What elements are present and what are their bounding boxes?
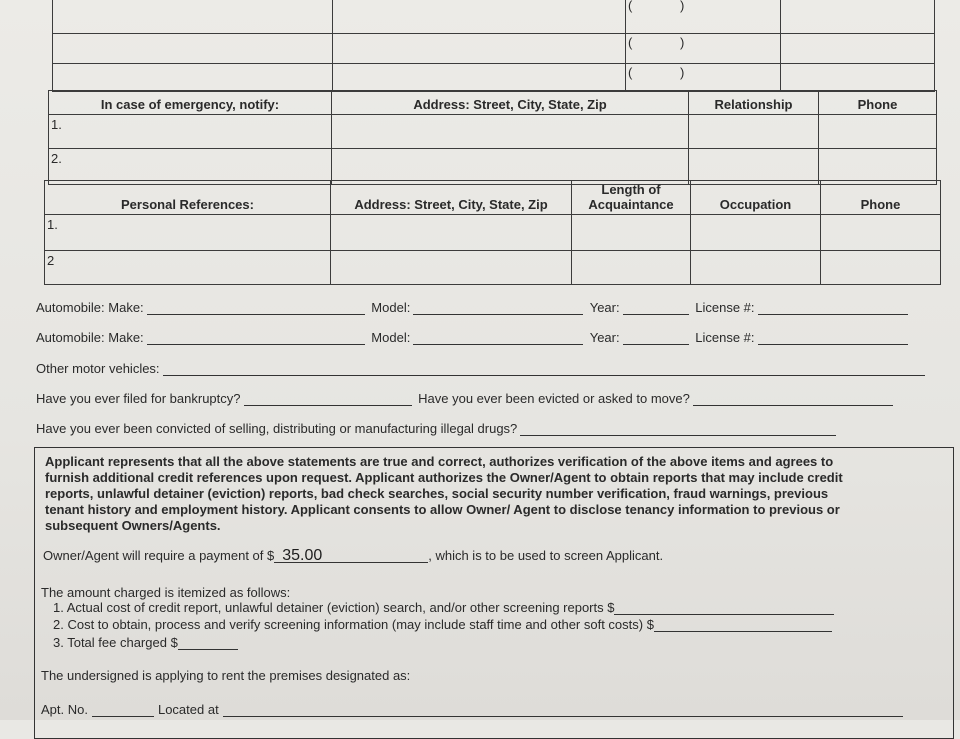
emergency-row-1-phone[interactable] [819,115,937,149]
previous-section-table [52,0,935,92]
statement-line: furnish additional credit references upon request. Applicant authorizes the Owner/Agent to obtain reports that may include credit [45,470,843,485]
auto-2-model-field[interactable] [413,332,583,345]
evicted-field[interactable] [693,393,893,406]
emergency-row-1-relationship[interactable] [689,115,819,149]
located-label: Located at [157,702,219,717]
payment-amount: 35.00 [282,547,323,564]
emergency-relationship-header: Relationship [689,91,819,115]
cell[interactable] [781,0,935,34]
references-occupation-header: Occupation [691,181,821,215]
located-at-field[interactable] [223,704,903,717]
reference-row-1-phone[interactable] [821,215,941,251]
auto-2-make-label: Automobile: Make: [36,330,144,345]
emergency-row-1-address[interactable] [332,115,689,149]
itemized-item-1: 1. Actual cost of credit report, unlawful detainer (eviction) search, and/or other screening reports $ [53,600,834,615]
emergency-row-1-name[interactable]: 1. [49,115,332,149]
item-1-amount-field[interactable] [614,602,834,615]
payment-prefix: Owner/Agent will require a payment of $ [43,548,275,563]
auto-2-license-field[interactable] [758,332,908,345]
other-vehicles-row [36,361,928,376]
item-2-amount-field[interactable] [654,619,832,632]
statement-line: reports, unlawful detainer (eviction) reports, bad check searches, social security number verification, fraud warnings, previous [45,486,829,501]
auto-1-year-field[interactable] [623,302,689,315]
bankruptcy-label: Have you ever filed for bankruptcy? [36,391,241,406]
reference-row-1-address[interactable] [331,215,572,251]
auto-1-model-label: Model: [371,300,411,315]
bankruptcy-evicted-row [36,391,896,406]
evicted-label: Have you ever been evicted or asked to move? [418,391,690,406]
emergency-contact-table [48,90,937,185]
cell[interactable] [781,64,935,92]
other-vehicles-field[interactable] [163,363,925,376]
statement-line: subsequent Owners/Agents. [45,518,221,533]
reference-row-1-length[interactable] [572,215,691,251]
cell[interactable] [333,0,626,34]
apt-number-field[interactable] [92,704,154,717]
auto-1-license-field[interactable] [758,302,908,315]
cell[interactable] [53,64,333,92]
reference-row-2-length[interactable] [572,251,691,285]
itemized-item-3: 3. Total fee charged $ [53,635,238,650]
auto-2-model-label: Model: [371,330,411,345]
auto-1-model-field[interactable] [413,302,583,315]
automobile-row-1 [36,300,911,315]
itemized-intro: The amount charged is itemized as follows: [41,585,291,600]
item-3-amount-field[interactable] [178,637,238,650]
itemized-item-2: 2. Cost to obtain, process and verify screening information (may include staff time and other soft costs) $ [53,617,832,632]
auto-1-year-label: Year: [589,300,620,315]
premises-row [41,702,903,717]
automobile-row-2 [36,330,911,345]
statement-line: Applicant represents that all the above statements are true and correct, authorizes verification of the above items and agrees to [45,454,834,469]
applicant-statement-box [34,447,954,739]
reference-row-2-address[interactable] [331,251,572,285]
reference-row-1-occupation[interactable] [691,215,821,251]
emergency-address-header: Address: Street, City, State, Zip [332,91,689,115]
convicted-label: Have you ever been convicted of selling, distributing or manufacturing illegal drugs? [36,421,518,436]
apt-label: Apt. No. [41,702,88,717]
auto-2-year-label: Year: [589,330,620,345]
auto-1-make-label: Automobile: Make: [36,300,144,315]
reference-row-2-name[interactable]: 2 [45,251,331,285]
auto-2-year-field[interactable] [623,332,689,345]
cell[interactable] [781,34,935,64]
cell[interactable] [333,64,626,92]
references-address-header: Address: Street, City, State, Zip [331,181,572,215]
cell[interactable] [53,34,333,64]
payment-suffix: , which is to be used to screen Applicant. [428,548,664,563]
statement-paragraph [45,454,940,534]
auto-2-license-label: License #: [695,330,755,345]
emergency-phone-header: Phone [819,91,937,115]
length-header-line-1: Length of [601,182,661,197]
auto-1-license-label: License #: [695,300,755,315]
convicted-row [36,421,839,436]
payment-row [43,548,663,563]
phone-cell[interactable]: ( ) [626,34,781,64]
emergency-row-2-name[interactable]: 2. [49,149,332,185]
cell[interactable] [333,34,626,64]
bankruptcy-field[interactable] [244,393,412,406]
convicted-field[interactable] [520,423,836,436]
auto-1-make-field[interactable] [147,302,365,315]
phone-cell[interactable]: ( ) [626,64,781,92]
other-vehicles-label: Other motor vehicles: [36,361,160,376]
reference-row-1-name[interactable]: 1. [45,215,331,251]
phone-cell[interactable]: ( ) [626,0,781,34]
statement-line: tenant history and employment history. Applicant consents to allow Owner/ Agent to disclose tenancy information to previous or [45,502,840,517]
references-header: Personal References: [45,181,331,215]
length-header-line-2: Acquaintance [588,197,674,212]
payment-amount-field[interactable] [274,547,428,564]
reference-row-2-phone[interactable] [821,251,941,285]
cell[interactable] [53,0,333,34]
undersigned-text: The undersigned is applying to rent the premises designated as: [41,668,411,683]
auto-2-make-field[interactable] [147,332,365,345]
references-length-header [572,181,691,215]
personal-references-table [44,180,941,285]
references-phone-header: Phone [821,181,941,215]
reference-row-2-occupation[interactable] [691,251,821,285]
emergency-header: In case of emergency, notify: [49,91,332,115]
